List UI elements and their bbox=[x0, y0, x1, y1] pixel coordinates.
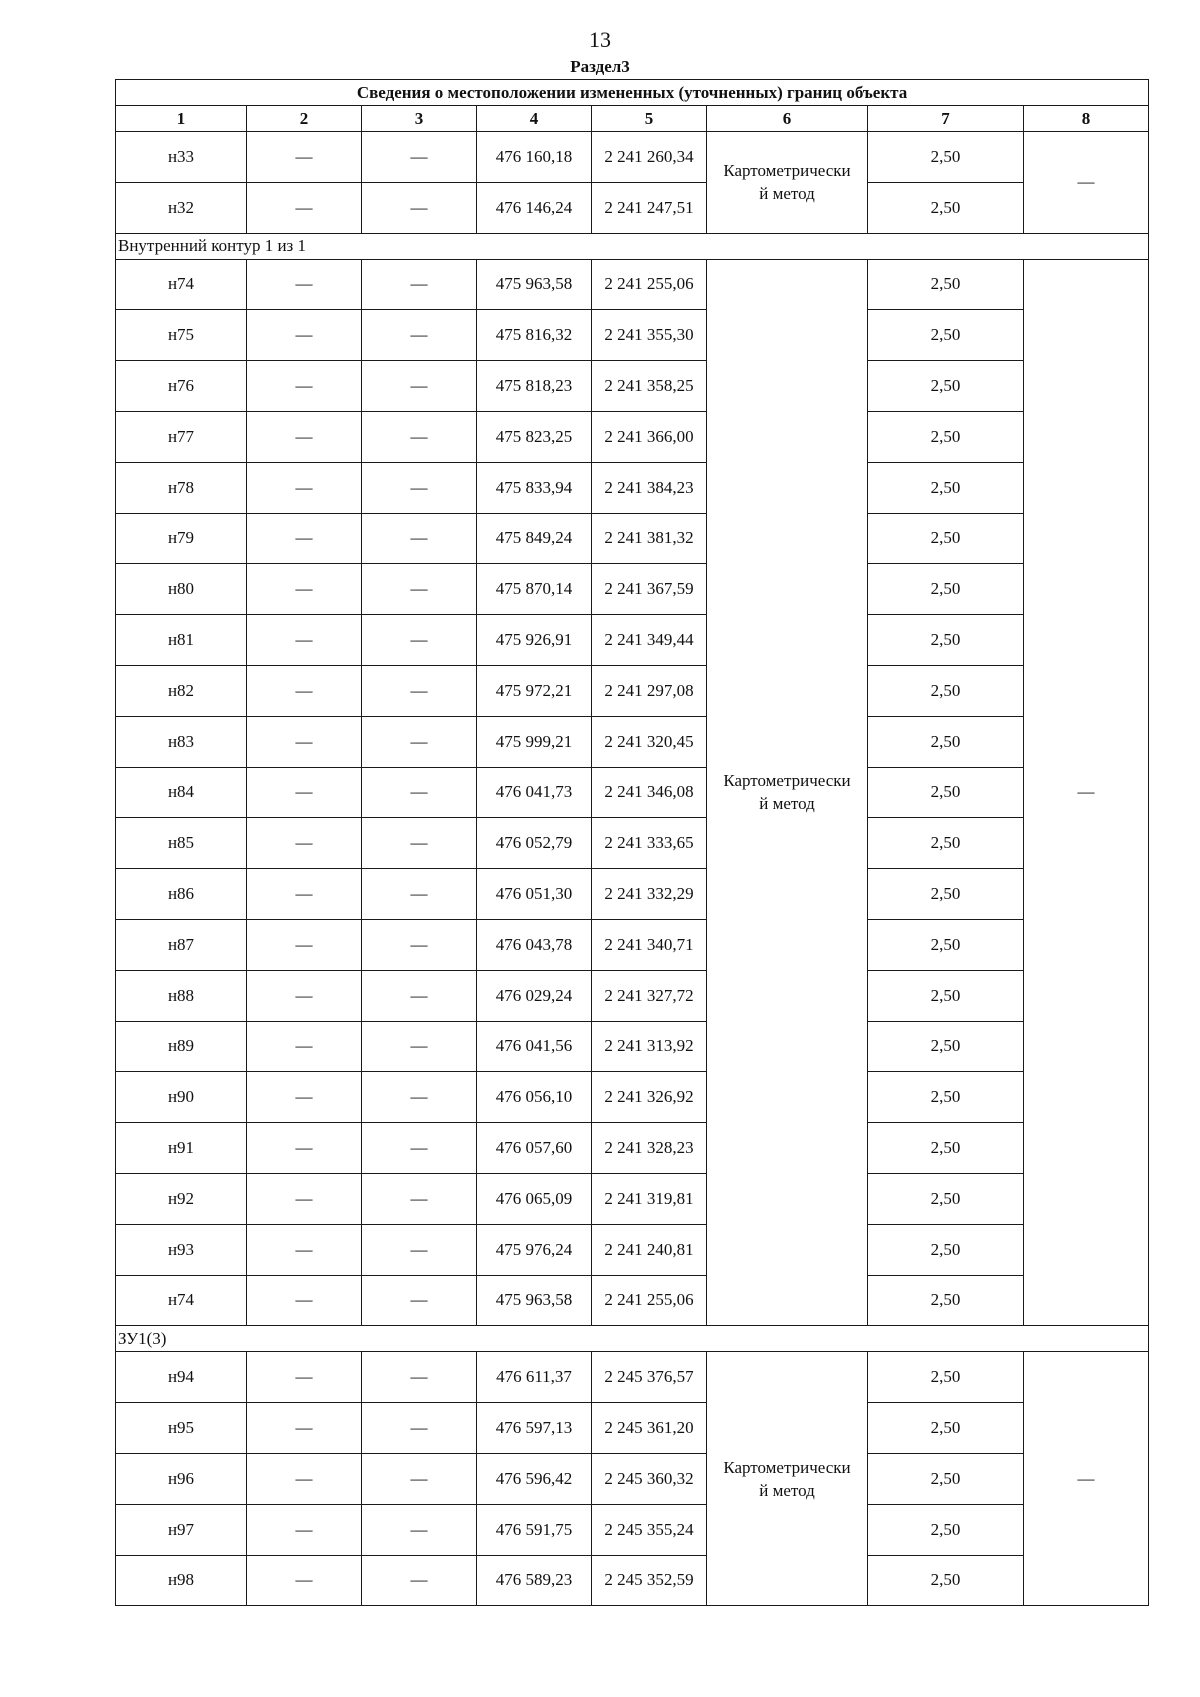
y-coordinate-cell: 2 241 320,45 bbox=[592, 716, 707, 767]
accuracy-cell: 2,50 bbox=[868, 361, 1024, 412]
accuracy-cell: 2,50 bbox=[868, 1504, 1024, 1555]
table-row bbox=[116, 1173, 1149, 1224]
column-3-cell: — bbox=[362, 132, 477, 183]
accuracy-cell: 2,50 bbox=[868, 182, 1024, 233]
y-coordinate-cell: 2 241 366,00 bbox=[592, 411, 707, 462]
y-coordinate-cell: 2 241 240,81 bbox=[592, 1224, 707, 1275]
column-header: 6 bbox=[707, 106, 868, 132]
accuracy-cell: 2,50 bbox=[868, 1352, 1024, 1403]
column-8-cell: — bbox=[1024, 132, 1149, 234]
column-2-cell: — bbox=[247, 1555, 362, 1606]
contour-label-row bbox=[116, 1326, 1149, 1352]
column-2-cell: — bbox=[247, 615, 362, 666]
column-header: 5 bbox=[592, 106, 707, 132]
point-name-cell: н88 bbox=[116, 970, 247, 1021]
y-coordinate-cell: 2 245 376,57 bbox=[592, 1352, 707, 1403]
method-cell: Картометрически й метод bbox=[707, 132, 868, 234]
accuracy-cell: 2,50 bbox=[868, 869, 1024, 920]
column-2-cell: — bbox=[247, 869, 362, 920]
point-name-cell: н82 bbox=[116, 665, 247, 716]
y-coordinate-cell: 2 245 352,59 bbox=[592, 1555, 707, 1606]
column-2-cell: — bbox=[247, 716, 362, 767]
column-3-cell: — bbox=[362, 970, 477, 1021]
column-2-cell: — bbox=[247, 767, 362, 818]
y-coordinate-cell: 2 241 367,59 bbox=[592, 564, 707, 615]
section-title: Раздел3 bbox=[570, 57, 630, 76]
x-coordinate-cell: 475 816,32 bbox=[477, 310, 592, 361]
column-header: 8 bbox=[1024, 106, 1149, 132]
x-coordinate-cell: 476 589,23 bbox=[477, 1555, 592, 1606]
column-2-cell: — bbox=[247, 564, 362, 615]
column-3-cell: — bbox=[362, 1352, 477, 1403]
point-name-cell: н95 bbox=[116, 1403, 247, 1454]
column-3-cell: — bbox=[362, 919, 477, 970]
y-coordinate-cell: 2 241 358,25 bbox=[592, 361, 707, 412]
y-coordinate-cell: 2 241 297,08 bbox=[592, 665, 707, 716]
table-row bbox=[116, 182, 1149, 233]
column-header: 3 bbox=[362, 106, 477, 132]
x-coordinate-cell: 476 029,24 bbox=[477, 970, 592, 1021]
column-header: 4 bbox=[477, 106, 592, 132]
column-3-cell: — bbox=[362, 869, 477, 920]
x-coordinate-cell: 475 849,24 bbox=[477, 513, 592, 564]
table-row bbox=[116, 1453, 1149, 1504]
y-coordinate-cell: 2 241 326,92 bbox=[592, 1072, 707, 1123]
column-2-cell: — bbox=[247, 1453, 362, 1504]
column-2-cell: — bbox=[247, 462, 362, 513]
page-number: 13 bbox=[589, 27, 611, 52]
point-name-cell: н77 bbox=[116, 411, 247, 462]
y-coordinate-cell: 2 241 247,51 bbox=[592, 182, 707, 233]
table-row bbox=[116, 564, 1149, 615]
x-coordinate-cell: 476 065,09 bbox=[477, 1173, 592, 1224]
x-coordinate-cell: 476 041,56 bbox=[477, 1021, 592, 1072]
y-coordinate-cell: 2 241 260,34 bbox=[592, 132, 707, 183]
x-coordinate-cell: 476 160,18 bbox=[477, 132, 592, 183]
point-name-cell: н96 bbox=[116, 1453, 247, 1504]
point-name-cell: н78 bbox=[116, 462, 247, 513]
table-row bbox=[116, 361, 1149, 412]
column-2-cell: — bbox=[247, 259, 362, 310]
y-coordinate-cell: 2 241 349,44 bbox=[592, 615, 707, 666]
column-3-cell: — bbox=[362, 361, 477, 412]
accuracy-cell: 2,50 bbox=[868, 615, 1024, 666]
table-row bbox=[116, 818, 1149, 869]
column-2-cell: — bbox=[247, 361, 362, 412]
column-3-cell: — bbox=[362, 767, 477, 818]
y-coordinate-cell: 2 245 361,20 bbox=[592, 1403, 707, 1454]
table-row bbox=[116, 1403, 1149, 1454]
accuracy-cell: 2,50 bbox=[868, 970, 1024, 1021]
column-3-cell: — bbox=[362, 1123, 477, 1174]
y-coordinate-cell: 2 241 255,06 bbox=[592, 1275, 707, 1326]
accuracy-cell: 2,50 bbox=[868, 564, 1024, 615]
table-row bbox=[116, 1352, 1149, 1403]
accuracy-cell: 2,50 bbox=[868, 1173, 1024, 1224]
column-2-cell: — bbox=[247, 513, 362, 564]
accuracy-cell: 2,50 bbox=[868, 919, 1024, 970]
table-row bbox=[116, 1224, 1149, 1275]
table-row bbox=[116, 513, 1149, 564]
x-coordinate-cell: 476 591,75 bbox=[477, 1504, 592, 1555]
x-coordinate-cell: 476 043,78 bbox=[477, 919, 592, 970]
x-coordinate-cell: 475 818,23 bbox=[477, 361, 592, 412]
accuracy-cell: 2,50 bbox=[868, 310, 1024, 361]
accuracy-cell: 2,50 bbox=[868, 411, 1024, 462]
x-coordinate-cell: 476 056,10 bbox=[477, 1072, 592, 1123]
accuracy-cell: 2,50 bbox=[868, 1021, 1024, 1072]
x-coordinate-cell: 475 963,58 bbox=[477, 1275, 592, 1326]
point-name-cell: н89 bbox=[116, 1021, 247, 1072]
table-row bbox=[116, 1275, 1149, 1326]
column-3-cell: — bbox=[362, 1173, 477, 1224]
point-name-cell: н90 bbox=[116, 1072, 247, 1123]
table-row bbox=[116, 1504, 1149, 1555]
accuracy-cell: 2,50 bbox=[868, 132, 1024, 183]
x-coordinate-cell: 475 963,58 bbox=[477, 259, 592, 310]
column-2-cell: — bbox=[247, 1021, 362, 1072]
y-coordinate-cell: 2 241 255,06 bbox=[592, 259, 707, 310]
table-row bbox=[116, 970, 1149, 1021]
column-3-cell: — bbox=[362, 615, 477, 666]
table-title: Сведения о местоположении измененных (уточненных) границ объекта bbox=[116, 80, 1149, 106]
column-2-cell: — bbox=[247, 1224, 362, 1275]
column-2-cell: — bbox=[247, 818, 362, 869]
column-2-cell: — bbox=[247, 1504, 362, 1555]
table-row bbox=[116, 1072, 1149, 1123]
column-header: 1 bbox=[116, 106, 247, 132]
table-row bbox=[116, 462, 1149, 513]
y-coordinate-cell: 2 241 328,23 bbox=[592, 1123, 707, 1174]
table-row bbox=[116, 132, 1149, 183]
column-header: 2 bbox=[247, 106, 362, 132]
point-name-cell: н74 bbox=[116, 1275, 247, 1326]
point-name-cell: н74 bbox=[116, 259, 247, 310]
x-coordinate-cell: 476 041,73 bbox=[477, 767, 592, 818]
x-coordinate-cell: 475 972,21 bbox=[477, 665, 592, 716]
table-row bbox=[116, 1555, 1149, 1606]
column-2-cell: — bbox=[247, 1403, 362, 1454]
accuracy-cell: 2,50 bbox=[868, 259, 1024, 310]
point-name-cell: н92 bbox=[116, 1173, 247, 1224]
accuracy-cell: 2,50 bbox=[868, 665, 1024, 716]
column-2-cell: — bbox=[247, 1173, 362, 1224]
accuracy-cell: 2,50 bbox=[868, 1224, 1024, 1275]
point-name-cell: н81 bbox=[116, 615, 247, 666]
table-row bbox=[116, 716, 1149, 767]
x-coordinate-cell: 475 926,91 bbox=[477, 615, 592, 666]
point-name-cell: н75 bbox=[116, 310, 247, 361]
point-name-cell: н94 bbox=[116, 1352, 247, 1403]
x-coordinate-cell: 475 870,14 bbox=[477, 564, 592, 615]
table-row bbox=[116, 1123, 1149, 1174]
point-name-cell: н76 bbox=[116, 361, 247, 412]
accuracy-cell: 2,50 bbox=[868, 716, 1024, 767]
column-3-cell: — bbox=[362, 259, 477, 310]
column-3-cell: — bbox=[362, 818, 477, 869]
accuracy-cell: 2,50 bbox=[868, 462, 1024, 513]
column-2-cell: — bbox=[247, 411, 362, 462]
point-name-cell: н83 bbox=[116, 716, 247, 767]
y-coordinate-cell: 2 241 384,23 bbox=[592, 462, 707, 513]
contour-label: Внутренний контур 1 из 1 bbox=[116, 233, 1149, 259]
column-3-cell: — bbox=[362, 1072, 477, 1123]
y-coordinate-cell: 2 241 327,72 bbox=[592, 970, 707, 1021]
column-header: 7 bbox=[868, 106, 1024, 132]
coordinates-table bbox=[115, 79, 1149, 1606]
table-row bbox=[116, 615, 1149, 666]
column-3-cell: — bbox=[362, 462, 477, 513]
x-coordinate-cell: 475 999,21 bbox=[477, 716, 592, 767]
table-row bbox=[116, 767, 1149, 818]
table-row bbox=[116, 919, 1149, 970]
column-2-cell: — bbox=[247, 132, 362, 183]
accuracy-cell: 2,50 bbox=[868, 1123, 1024, 1174]
point-name-cell: н79 bbox=[116, 513, 247, 564]
column-3-cell: — bbox=[362, 1275, 477, 1326]
column-3-cell: — bbox=[362, 310, 477, 361]
column-3-cell: — bbox=[362, 1021, 477, 1072]
y-coordinate-cell: 2 241 381,32 bbox=[592, 513, 707, 564]
x-coordinate-cell: 476 051,30 bbox=[477, 869, 592, 920]
accuracy-cell: 2,50 bbox=[868, 1403, 1024, 1454]
column-2-cell: — bbox=[247, 970, 362, 1021]
x-coordinate-cell: 476 052,79 bbox=[477, 818, 592, 869]
point-name-cell: н87 bbox=[116, 919, 247, 970]
y-coordinate-cell: 2 241 313,92 bbox=[592, 1021, 707, 1072]
y-coordinate-cell: 2 241 333,65 bbox=[592, 818, 707, 869]
column-3-cell: — bbox=[362, 1403, 477, 1454]
x-coordinate-cell: 475 823,25 bbox=[477, 411, 592, 462]
accuracy-cell: 2,50 bbox=[868, 767, 1024, 818]
column-8-cell: — bbox=[1024, 1352, 1149, 1606]
column-2-cell: — bbox=[247, 665, 362, 716]
point-name-cell: н91 bbox=[116, 1123, 247, 1174]
y-coordinate-cell: 2 241 340,71 bbox=[592, 919, 707, 970]
point-name-cell: н33 bbox=[116, 132, 247, 183]
x-coordinate-cell: 475 976,24 bbox=[477, 1224, 592, 1275]
column-3-cell: — bbox=[362, 182, 477, 233]
x-coordinate-cell: 476 596,42 bbox=[477, 1453, 592, 1504]
y-coordinate-cell: 2 245 355,24 bbox=[592, 1504, 707, 1555]
x-coordinate-cell: 475 833,94 bbox=[477, 462, 592, 513]
column-3-cell: — bbox=[362, 1224, 477, 1275]
column-3-cell: — bbox=[362, 1453, 477, 1504]
x-coordinate-cell: 476 057,60 bbox=[477, 1123, 592, 1174]
y-coordinate-cell: 2 241 319,81 bbox=[592, 1173, 707, 1224]
accuracy-cell: 2,50 bbox=[868, 1072, 1024, 1123]
y-coordinate-cell: 2 241 346,08 bbox=[592, 767, 707, 818]
column-3-cell: — bbox=[362, 564, 477, 615]
table-row bbox=[116, 869, 1149, 920]
table-row bbox=[116, 259, 1149, 310]
method-cell: Картометрически й метод bbox=[707, 1352, 868, 1606]
column-2-cell: — bbox=[247, 310, 362, 361]
column-3-cell: — bbox=[362, 513, 477, 564]
contour-label: ЗУ1(3) bbox=[116, 1326, 1149, 1352]
y-coordinate-cell: 2 241 332,29 bbox=[592, 869, 707, 920]
point-name-cell: н32 bbox=[116, 182, 247, 233]
accuracy-cell: 2,50 bbox=[868, 1275, 1024, 1326]
accuracy-cell: 2,50 bbox=[868, 1453, 1024, 1504]
point-name-cell: н85 bbox=[116, 818, 247, 869]
y-coordinate-cell: 2 245 360,32 bbox=[592, 1453, 707, 1504]
column-3-cell: — bbox=[362, 411, 477, 462]
point-name-cell: н86 bbox=[116, 869, 247, 920]
column-8-cell: — bbox=[1024, 259, 1149, 1326]
x-coordinate-cell: 476 611,37 bbox=[477, 1352, 592, 1403]
column-3-cell: — bbox=[362, 1555, 477, 1606]
table-row bbox=[116, 310, 1149, 361]
method-cell: Картометрически й метод bbox=[707, 259, 868, 1326]
contour-label-row bbox=[116, 233, 1149, 259]
column-3-cell: — bbox=[362, 716, 477, 767]
accuracy-cell: 2,50 bbox=[868, 1555, 1024, 1606]
table-row bbox=[116, 665, 1149, 716]
accuracy-cell: 2,50 bbox=[868, 818, 1024, 869]
column-3-cell: — bbox=[362, 665, 477, 716]
x-coordinate-cell: 476 146,24 bbox=[477, 182, 592, 233]
table-header-row bbox=[116, 106, 1149, 132]
column-2-cell: — bbox=[247, 1072, 362, 1123]
point-name-cell: н80 bbox=[116, 564, 247, 615]
point-name-cell: н93 bbox=[116, 1224, 247, 1275]
table-row bbox=[116, 411, 1149, 462]
y-coordinate-cell: 2 241 355,30 bbox=[592, 310, 707, 361]
table-row bbox=[116, 1021, 1149, 1072]
point-name-cell: н98 bbox=[116, 1555, 247, 1606]
column-2-cell: — bbox=[247, 919, 362, 970]
point-name-cell: н97 bbox=[116, 1504, 247, 1555]
column-2-cell: — bbox=[247, 1352, 362, 1403]
column-3-cell: — bbox=[362, 1504, 477, 1555]
accuracy-cell: 2,50 bbox=[868, 513, 1024, 564]
x-coordinate-cell: 476 597,13 bbox=[477, 1403, 592, 1454]
table-title-row bbox=[116, 80, 1149, 106]
point-name-cell: н84 bbox=[116, 767, 247, 818]
column-2-cell: — bbox=[247, 1123, 362, 1174]
column-2-cell: — bbox=[247, 1275, 362, 1326]
column-2-cell: — bbox=[247, 182, 362, 233]
